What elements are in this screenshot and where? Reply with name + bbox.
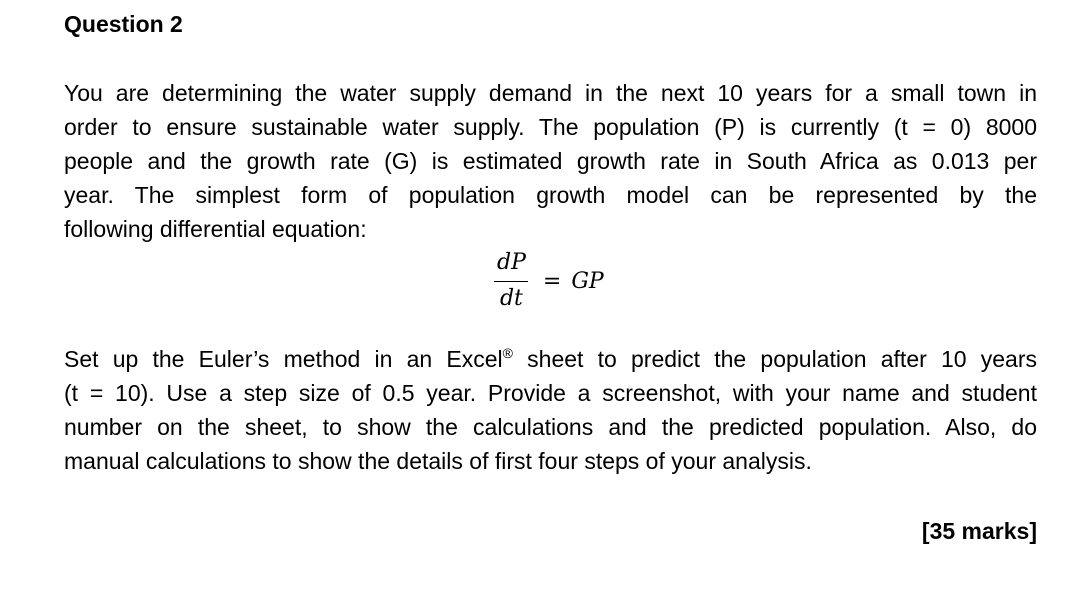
task-line-2: (t = 10). Use a step size of 0.5 year. Provide a screenshot, with your name and student (64, 380, 1037, 406)
problem-statement (64, 76, 1037, 246)
task-instructions (64, 342, 1037, 478)
problem-line-1: You are determining the water supply demand in the next 10 years for a small town in (64, 80, 1037, 106)
question-heading: Question 2 (64, 11, 183, 37)
task-line-3: number on the sheet, to show the calculations and the predicted population. Also, do (64, 414, 1037, 440)
fraction-numerator: dP (497, 249, 526, 275)
equals-sign: = (542, 268, 562, 294)
marks-label: [35 marks] (921, 518, 1037, 544)
registered-mark: ® (502, 345, 513, 361)
task-line-1 (64, 342, 1037, 376)
task-line-4: manual calculations to show the details of first four steps of your analysis. (64, 448, 812, 474)
problem-line-2: order to ensure sustainable water supply. The population (P) is currently (t = 0) 8000 (64, 114, 1037, 140)
fraction-denominator: dt (499, 286, 523, 312)
task-line-1-start: Set up the Euler’s method in an Excel (64, 346, 503, 372)
problem-line-4: year. The simplest form of population growth model can be represented by the (64, 182, 1037, 208)
problem-line-3: people and the growth rate (G) is estimated growth rate in South Africa as 0.013 per (64, 148, 1037, 174)
differential-equation (494, 246, 604, 316)
equation-rhs: GP (571, 268, 604, 294)
problem-line-5: following differential equation: (64, 216, 367, 242)
task-line-1-end: sheet to predict the population after 10 years (512, 346, 1037, 372)
derivative-fraction (494, 250, 529, 313)
